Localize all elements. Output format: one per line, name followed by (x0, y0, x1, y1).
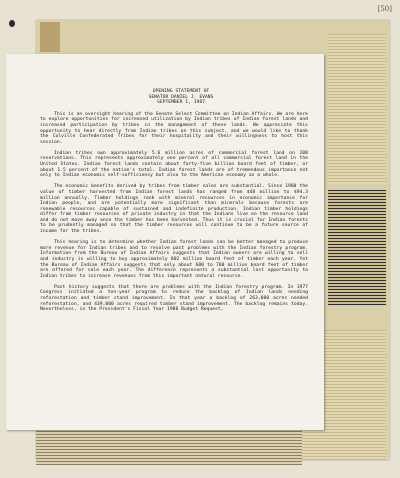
binder-hole (9, 20, 15, 27)
clipping-column (328, 190, 386, 305)
clipping-column (328, 34, 386, 184)
statement-text (40, 89, 308, 318)
statement-author: SENATOR DANIEL J. EVANS (148, 94, 214, 100)
statement-paragraph: Past history suggests that there are problems with the Indian forestry program. In 1977 Congress initiated a ten-year program to reduce the backlog of Indian lands needing reforestation and timber stand improvement. In that year a backlog of 263,000 acres needed reforestation, and 439,000 acres required timber stand improvement. The backlog remains today. Nevertheless, in the President's Fiscal Year 1988 Budget Request, (40, 284, 308, 313)
statement-paragraph: Indian tribes own approximately 5.6 million acres of commercial forest land on 200 reservations. This represents approximately one percent of all commercial forest land in the United States. Indian forest lands contain about forty-five billion board feet of timber, or about 1.5 percent of the nation's total. Indian forest lands are of tremendous importance not only to Indian economic self-sufficiency but also to the American economy as a whole. (40, 150, 308, 179)
clipping-photo (40, 22, 60, 52)
statement-paragraph: This hearing is to determine whether Indian forest lands can be better managed to produce more revenue for Indian tribes and to resolve past problems with the Indian forestry program. Information from the Bureau of Indian Affairs suggests that Indian owners are willing to sell and industry is willing to buy approximately 802 million board feet of timber each year. Yet the Bureau of Indian Affairs suggests that only about 600 to 700 million board feet of timber are offered for sale each year. The difference represents a substantial lost opportunity to Indian tribes to increase revenues from this important natural resource. (40, 240, 308, 279)
statement-date: SEPTEMBER 1, 1987 (157, 100, 205, 106)
statement-paragraph: The economic benefits derived by tribes from timber sales are substantial. Since 1980 the value of timber harvested from Indian forest lands has ranged from $48 million to $94.3 million annually. Timber holdings rank with mineral resources in economic importance for Indian people, and are potentially more significant than minerals because forests are renewable resources capable of sustained and indefinite production. Indian timber holdings differ from timber resources of private industry in that the Indians live on the resource land and do not move away once the timber has been harvested. Thus it is crucial for Indian forests to be prudently managed so that the timber resources will continue to be a future source of income for the tribes. (40, 184, 308, 235)
page-number: [50] (377, 5, 392, 13)
statement-title: OPENING STATEMENT OF (152, 89, 210, 94)
statement-paragraph: This is an oversight hearing of the Senate Select Committee on Indian Affairs. We are here to explore opportunities for increased utilization by Indian tribes of Indian forest lands and increased participation by tribes in the management of these lands. We appreciate this opportunity to hear directly from Indian tribes on this subject, and we would like to thank the Colville Confederated Tribes for their hospitality and their willingness to host this session. (40, 111, 308, 145)
